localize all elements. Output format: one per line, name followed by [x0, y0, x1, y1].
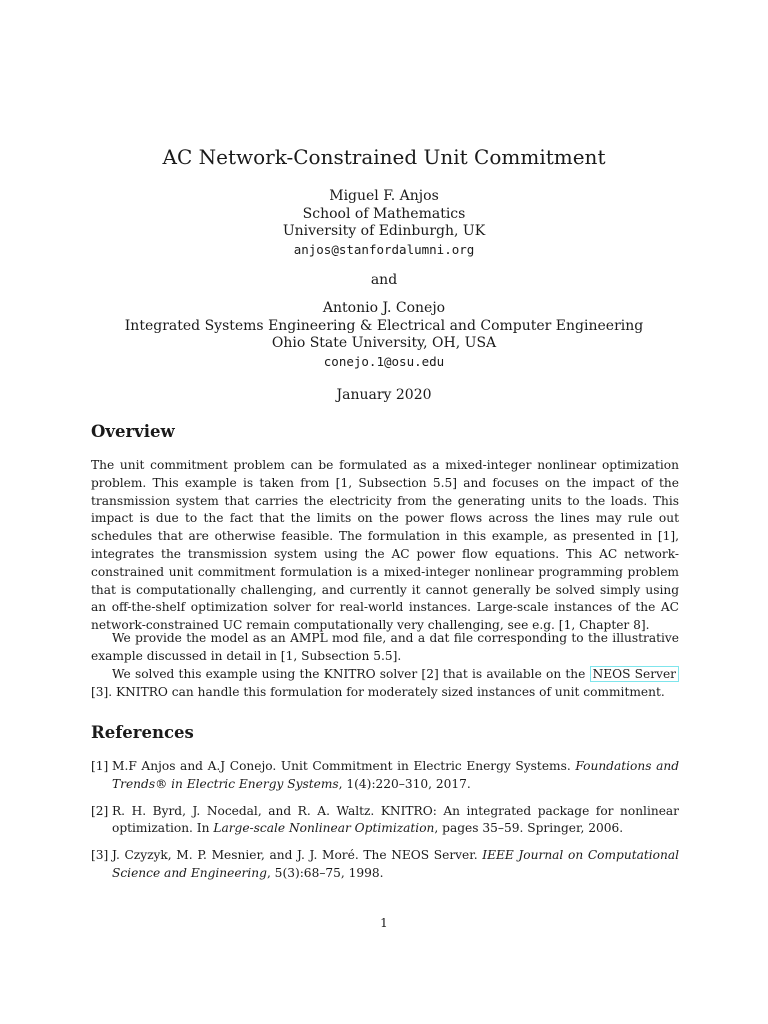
paper-date: January 2020	[336, 387, 432, 403]
text-run: , Subsection 5.5].	[293, 648, 402, 663]
text-run: , Chapter 8].	[571, 618, 650, 633]
citation-link[interactable]: 1	[563, 618, 572, 633]
paper-title: AC Network-Constrained Unit Commitment	[162, 145, 606, 169]
overview-paragraph-1	[91, 457, 679, 635]
text-run: ], integrates the transmission system using the AC power flow equations. This AC network-constrained unit commitment formulation is a mixed-integer nonlinear programming problem that is computationally challenging, and currently it cannot generally be solved simply using an off-the-shelf optimization solver for real-world instances. Large-scale instances of the AC network-constrained UC remain computationally very challenging, see e.g. [	[91, 529, 679, 633]
reference-text	[112, 847, 679, 883]
overview-paragraph-2	[91, 630, 679, 666]
citation-link[interactable]: 1	[285, 648, 294, 663]
text-run: ] that is available on the	[433, 667, 590, 681]
text-run: R. H. Byrd, J. Nocedal, and R. A. Waltz. KNITRO: An integrated package for nonlinear optimization. In	[112, 803, 679, 836]
reference-item	[91, 847, 679, 883]
overview-paragraph-3	[91, 666, 679, 702]
author-affiliation: Ohio State University, OH, USA	[271, 335, 497, 352]
reference-item	[91, 758, 679, 794]
text-run: ]. KNITRO can handle this formulation for moderately sized instances of unit commitment.	[103, 684, 665, 699]
text-run: We solved this example using the KNITRO solver [	[112, 667, 427, 681]
overview-heading: Overview	[91, 422, 175, 441]
references-heading: References	[91, 723, 194, 742]
author-separator: and	[370, 272, 398, 288]
author-block-2	[0, 300, 768, 370]
author-affiliation: University of Edinburgh, UK	[282, 223, 486, 240]
reference-label: [2]	[91, 803, 109, 818]
reference-venue: Foundations and Trends® in Electric Energy Systems	[112, 759, 680, 791]
page-number: 1	[380, 916, 388, 930]
text-run: , 5(3):68–75, 1998.	[266, 865, 384, 880]
reference-text	[112, 803, 679, 839]
author-name: Miguel F. Anjos	[329, 188, 439, 204]
author-email: conejo.1@osu.edu	[323, 353, 445, 369]
author-email: anjos@stanfordalumni.org	[293, 241, 475, 257]
text-run: M.F Anjos and A.J Conejo. Unit Commitment in Electric Energy Systems.	[112, 759, 576, 773]
citation-link[interactable]: 1	[340, 475, 349, 490]
citation-link[interactable]: 2	[426, 667, 434, 681]
text-run: , Subsection 5.5] and focuses on the impact of the transmission system that carries the electricity from the generating units to the loads. This impact is due to the fact that the limits on the power flows across the lines may rule out schedules that are otherwise feasible. The formulation in this example, as presented in [	[91, 475, 679, 544]
text-run: We provide the model as an AMPL mod file, and a dat file corresponding to the illustrative example discussed in detail in [	[91, 631, 679, 663]
reference-venue: Large-scale Nonlinear Optimization	[213, 821, 435, 836]
reference-list	[91, 758, 679, 892]
reference-text	[112, 758, 679, 794]
text-run: , 1(4):220–310, 2017.	[338, 776, 471, 791]
reference-item	[91, 803, 679, 839]
text-run: , pages 35–59. Springer, 2006.	[434, 821, 624, 836]
text-run: [	[91, 684, 96, 699]
reference-label: [1]	[91, 759, 109, 773]
citation-link[interactable]: 1	[662, 529, 671, 544]
citation-link[interactable]: 3	[95, 684, 104, 699]
author-department: Integrated Systems Engineering & Electrical and Computer Engineering	[124, 317, 644, 334]
reference-venue: IEEE Journal on Computational Science and Engineering	[112, 848, 680, 880]
author-department: School of Mathematics	[302, 205, 466, 222]
author-name: Antonio J. Conejo	[322, 300, 446, 316]
author-block-1	[0, 188, 768, 258]
reference-label: [3]	[91, 848, 109, 863]
text-run: J. Czyzyk, M. P. Mesnier, and J. J. Moré. The NEOS Server.	[112, 848, 483, 863]
text-run: The unit commitment problem can be formulated as a mixed-integer nonlinear optimization problem. This example is taken from [	[91, 458, 679, 490]
neos-server-link[interactable]: NEOS Server	[590, 666, 679, 682]
